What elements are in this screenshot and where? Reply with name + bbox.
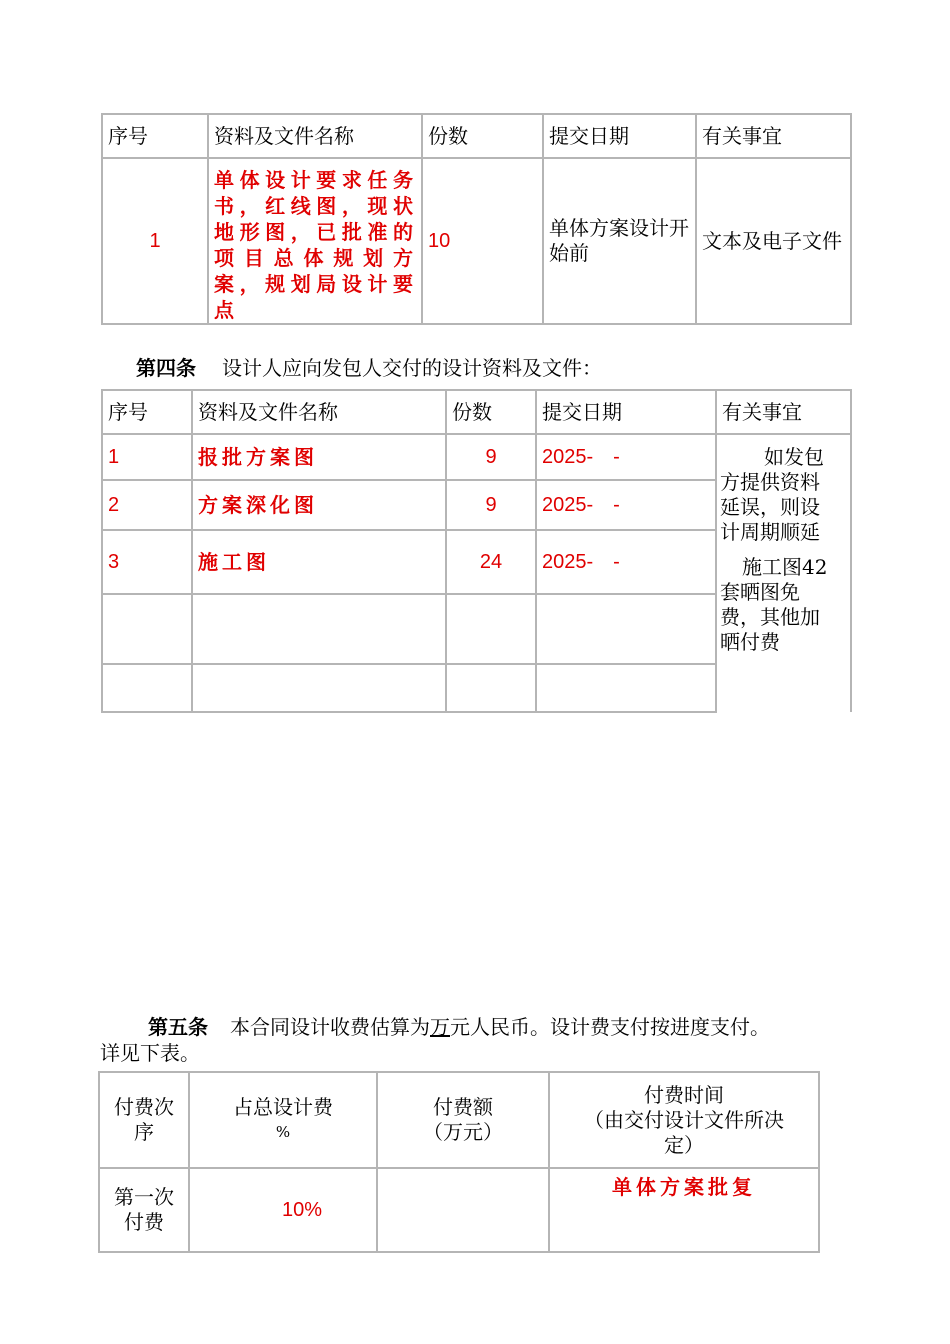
row-name: 方案深化图 <box>192 480 446 530</box>
article-4-label: 第四条 <box>136 356 196 380</box>
row-name: 施工图 <box>192 530 446 594</box>
header-name: 资料及文件名称 <box>208 114 422 158</box>
payment-schedule-table <box>98 1071 820 1253</box>
row-copies: 24 <box>446 530 536 594</box>
row-copies: 9 <box>446 480 536 530</box>
header-copies: 份数 <box>446 390 536 434</box>
header-amount <box>377 1072 549 1168</box>
row-seq <box>102 664 192 712</box>
header-time-line1: 付费时间 <box>644 1082 724 1107</box>
row-name <box>192 664 446 712</box>
article-5 <box>148 1014 770 1040</box>
header-seq: 序号 <box>102 114 208 158</box>
article-5-label: 第五条 <box>148 1015 208 1039</box>
notes-printing: 施工图42套晒图免费，其他加晒付费 <box>720 555 828 654</box>
row-copies <box>446 664 536 712</box>
header-copies: 份数 <box>422 114 543 158</box>
header-amount-line1: 付费额 <box>433 1095 493 1119</box>
header-notes: 有关事宜 <box>716 390 851 434</box>
article-4 <box>136 355 602 381</box>
row-time: 单体方案批复 <box>549 1168 819 1252</box>
row-seq: 1 <box>102 434 192 480</box>
row-date: 2025- - <box>536 530 716 594</box>
row-amount <box>377 1168 549 1252</box>
row-copies <box>446 594 536 664</box>
row-date: 2025- - <box>536 480 716 530</box>
table-row <box>99 1168 819 1252</box>
row-name: 单体设计要求任务书，红线图，现状地形图，已批准的项目总体规划方案，规划局设计要点 <box>208 158 422 324</box>
header-name: 资料及文件名称 <box>192 390 446 434</box>
article-5-text-before: 本合同设计收费估算为 <box>230 1015 430 1039</box>
row-order-line2: 付费 <box>124 1210 164 1234</box>
article-5-text-after: 元人民币。设计费支付按进度支付。 <box>450 1015 770 1039</box>
row-order <box>99 1168 189 1252</box>
header-percent <box>189 1072 377 1168</box>
header-order-line2: 序 <box>134 1120 154 1144</box>
header-notes: 有关事宜 <box>696 114 851 158</box>
row-name <box>192 594 446 664</box>
header-percent-line1: 占总设计费 <box>233 1095 333 1119</box>
input-documents-table <box>101 113 852 325</box>
header-time-line2: （由交付设计文件所决 <box>584 1107 784 1132</box>
row-date <box>536 594 716 664</box>
header-order-line1: 付费次 <box>114 1095 174 1119</box>
row-order-line1: 第一次 <box>114 1185 174 1209</box>
row-percent: 10% <box>189 1168 377 1252</box>
row-date: 2025- - <box>536 434 716 480</box>
header-percent-line2: % <box>275 1123 291 1141</box>
article-4-text: 设计人应向发包人交付的设计资料及文件： <box>222 356 602 380</box>
article-5-line2: 详见下表。 <box>100 1041 200 1065</box>
row-notes: 文本及电子文件 <box>696 158 851 324</box>
row-notes <box>716 434 851 712</box>
row-copies: 10 <box>422 158 543 324</box>
article-5-amount: 万 <box>430 1015 450 1039</box>
deliverables-table <box>101 389 852 713</box>
header-date: 提交日期 <box>536 390 716 434</box>
table-row <box>102 434 851 480</box>
row-seq: 1 <box>102 158 208 324</box>
row-date <box>536 664 716 712</box>
table-row <box>102 158 851 324</box>
notes-delay: 如发包方提供资料延误，则设计周期顺延 <box>720 445 824 544</box>
row-date: 单体方案设计开始前 <box>543 158 696 324</box>
header-time <box>549 1072 819 1168</box>
row-copies: 9 <box>446 434 536 480</box>
row-seq: 3 <box>102 530 192 594</box>
header-amount-line2: （万元） <box>423 1120 503 1144</box>
row-seq: 2 <box>102 480 192 530</box>
row-seq <box>102 594 192 664</box>
header-time-line3: 定） <box>664 1132 704 1157</box>
header-date: 提交日期 <box>543 114 696 158</box>
header-order <box>99 1072 189 1168</box>
row-name: 报批方案图 <box>192 434 446 480</box>
header-seq: 序号 <box>102 390 192 434</box>
